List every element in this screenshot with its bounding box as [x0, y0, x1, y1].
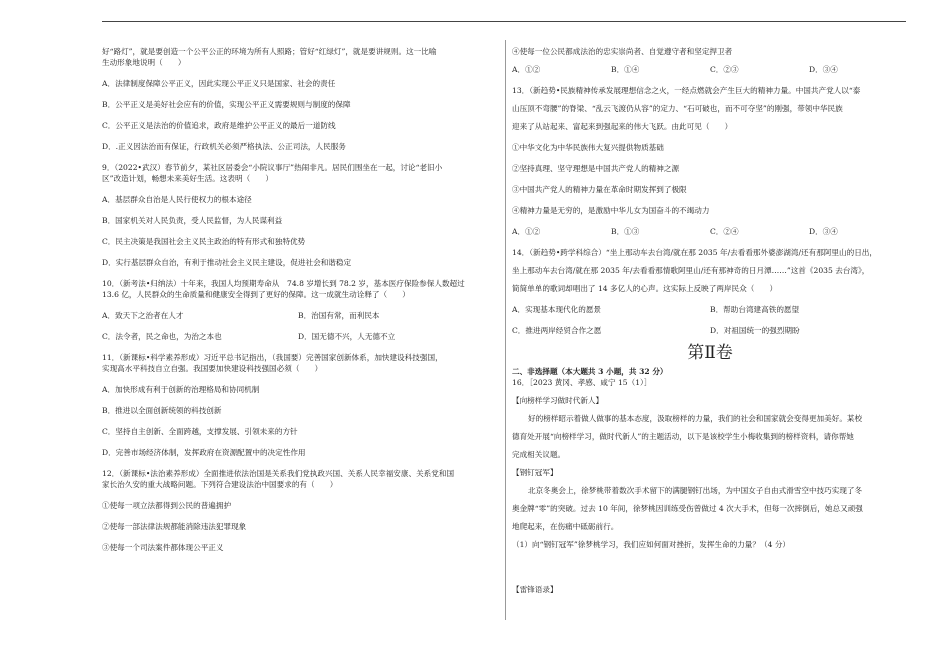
option: B．推进以全面创新统领的科技创新 — [102, 406, 222, 415]
option: D．实行基层群众自治，有利于推动社会主义民主建设，促进社会和谐稳定 — [102, 258, 352, 267]
material-title: 【钢钉冠军】 — [512, 468, 558, 477]
option: D．③④ — [809, 65, 838, 74]
question-16-header: 16．［2023 黄冈、孝感、咸宁 15（1）］ — [512, 378, 652, 387]
paragraph-line: 好的榜样昭示着做人做事的基本态度，汲取榜样的力量，我们的社会和国家就会变得更加美好。某校 — [528, 414, 863, 423]
part-two-title: 第Ⅱ卷 — [687, 343, 733, 363]
question-10-line: 13.6 亿，人民群众的生命质量和健康安全得到了更好的保障。这一成就生动诠释了（ ） — [102, 290, 410, 299]
question-11: 11．（新课标•科学素养形成）习近平总书记指出，（我国要）完善国家创新体系，加快建设科技强国， — [102, 353, 443, 362]
option-row — [102, 331, 494, 342]
option: B．①③ — [611, 227, 640, 236]
question-13-line: 山压顶不弯腰”的脊梁、“乱云飞渡仍从容”的定力、“石可破也，而不可夺坚”的刚强，带领中华民族 — [512, 104, 843, 113]
option: A．致天下之治者在人才 — [102, 311, 184, 320]
question-10: 10．（新考法•归纳法）十年来，我国人均预期寿命从 74.8 岁增长到 78.2 岁，基本医疗保险参保人数超过 — [102, 279, 465, 288]
option-row — [512, 325, 908, 336]
statement-item: ④使每一位公民都成法治的忠实崇尚者、自觉遵守者和坚定捍卫者 — [512, 47, 733, 56]
option-row — [512, 304, 908, 315]
question-13-line: 迎来了从站起来、富起来到强起来的伟大飞跃。由此可见（ ） — [512, 122, 733, 131]
question-12-line: 家长治久安的重大战略问题。下列符合建设法治中国要求的有（ ） — [102, 480, 338, 489]
page-top-rule — [102, 21, 906, 22]
paragraph-line: 奥金牌“零”的突破。过去 10 年间，徐梦桃因训练受伤曾做过 4 次大手术，但每一次摔倒后，她总又顽强 — [512, 504, 863, 513]
paragraph-line: 德育处开展“向榜样学习，做时代新人”的主题活动，以下是该校学生小梅收集到的榜样资料，请你帮她 — [512, 432, 854, 441]
option: C．②④ — [710, 227, 739, 236]
statement-item: ①中华文化为中华民族伟大复兴提供物质基础 — [512, 143, 664, 152]
material-title: 【雷锋语录】 — [512, 585, 558, 594]
statement-item: ①使每一项立法都得到公民的普遍拥护 — [102, 501, 232, 510]
activity-title: 【向榜样学习做时代新人】 — [512, 396, 604, 405]
left-column — [102, 46, 494, 553]
question-continued-line: 好“路灯”，就是要创造一个公平公正的环境为所有人照路；管好“红绿灯”，就是要讲规则。这一比喻 — [102, 47, 437, 56]
option: A．法律制度保障公平正义，因此实现公平正义只是国家、社会的责任 — [102, 79, 336, 88]
option: B．①④ — [611, 65, 640, 74]
paragraph-line: 完成相关议题。 — [512, 450, 566, 459]
answer-space — [512, 550, 908, 584]
question-13: 13．（新趋势•民族精神传承发展理想信念之火，一经点燃就会产生巨大的精神力量。中国共产党人以“泰 — [512, 86, 861, 95]
option-row — [512, 64, 908, 75]
option: C．法令者，民之命也，为治之本也 — [102, 332, 222, 341]
statement-item: ②使每一部法律法规都能消除违法犯罪现象 — [102, 522, 247, 531]
option: D．国无德不兴，人无德不立 — [298, 332, 396, 341]
option: D．③④ — [809, 227, 838, 236]
option: D．对祖国统一的强烈期盼 — [710, 326, 800, 335]
option: A．基层群众自治是人民行使权力的根本途径 — [102, 195, 252, 204]
option: A．加快形成有利于创新的治理格局和协同机制 — [102, 385, 260, 394]
right-column — [512, 46, 908, 595]
option: C．坚持自主创新、全面跨越，支撑发展、引领未来的方针 — [102, 427, 298, 436]
option: B．帮助台湾建高铁的愿望 — [710, 305, 800, 314]
question-9-line: 区”改造计划，畅想未来美好生活。这表明（ ） — [102, 174, 273, 183]
option: D．.正义因法治而有保证，行政机关必须严格执法、公正司法，人民服务 — [102, 142, 346, 151]
sub-question-1: （1）向“钢钉冠军”徐梦桃学习，我们应如何面对挫折，发挥生命的力量？（4 分） — [512, 540, 791, 549]
question-14-line: 坐上那动车去台湾/就在那 2035 年/去看看那情歌阿里山/还有那神奇的日月潭……”这首《2035 去台湾》， — [512, 266, 870, 275]
option: C．公平正义是法治的价值追求，政府是维护公平正义的最后一道防线 — [102, 121, 336, 130]
statement-item: ④精神力量是无穷的，是激励中华儿女为国奋斗的不竭动力 — [512, 206, 710, 215]
question-9: 9．（2022•武汉）春节前夕，某社区居委会“小院议事厅”热闹非凡。居民们围坐在一起，讨论“老旧小 — [102, 163, 443, 172]
option: C．②③ — [710, 65, 739, 74]
option: B．治国有常，而利民本 — [298, 311, 380, 320]
question-14-line: 简简单单的歌词却唱出了 14 多亿人的心声。这实际上反映了两岸民众（ ） — [512, 284, 778, 293]
statement-item: ②坚持真理、坚守理想是中国共产党人的精神之源 — [512, 164, 680, 173]
question-12: 12．（新课标•法治素养形成）全面推进依法治国是关系我们党执政兴国、关系人民幸福安康、关系党和国 — [102, 469, 455, 478]
option-row — [102, 310, 494, 321]
paragraph-line: 北京冬奥会上，徐梦桃带着数次手术留下的满腿钢钉出场，为中国女子自由式滑雪空中技巧实现了冬 — [528, 486, 863, 495]
paragraph-line: 地爬起来，在伤痛中砥砺前行。 — [512, 522, 619, 531]
option-row — [512, 226, 908, 237]
section-title: 二、非选择题（本大题共 3 小题，共 32 分） — [512, 367, 668, 376]
option: B．国家机关对人民负责，受人民监督，为人民谋利益 — [102, 216, 283, 225]
option: A．①② — [512, 65, 541, 74]
option: C．民主决策是我国社会主义民主政治的特有形式和独特优势 — [102, 237, 306, 246]
statement-item: ③中国共产党人的精神力量在革命时期发挥到了极限 — [512, 185, 687, 194]
option: D．完善市场经济体制，发挥政府在资源配置中的决定性作用 — [102, 448, 306, 457]
option: A．实现基本现代化的愿景 — [512, 305, 602, 314]
question-14: 14．（新趋势•跨学科综合）“坐上那动车去台湾/就在那 2035 年/去看看那外婆澎湖湾/还有那阿里山的日出， — [512, 248, 877, 257]
option: A．①② — [512, 227, 541, 236]
question-11-line: 实现高水平科技自立自强。我国要加快建设科技强国必须（ ） — [102, 364, 323, 373]
column-divider — [505, 40, 506, 620]
option: C．推进两岸经贸合作之愿 — [512, 326, 602, 335]
option: B．公平正义是美好社会应有的价值，实现公平正义需要规则与制度的保障 — [102, 100, 351, 109]
statement-item: ③使每一个司法案件都体现公平正义 — [102, 543, 224, 552]
question-continued-line: 生动形象地说明（ ） — [102, 58, 186, 67]
